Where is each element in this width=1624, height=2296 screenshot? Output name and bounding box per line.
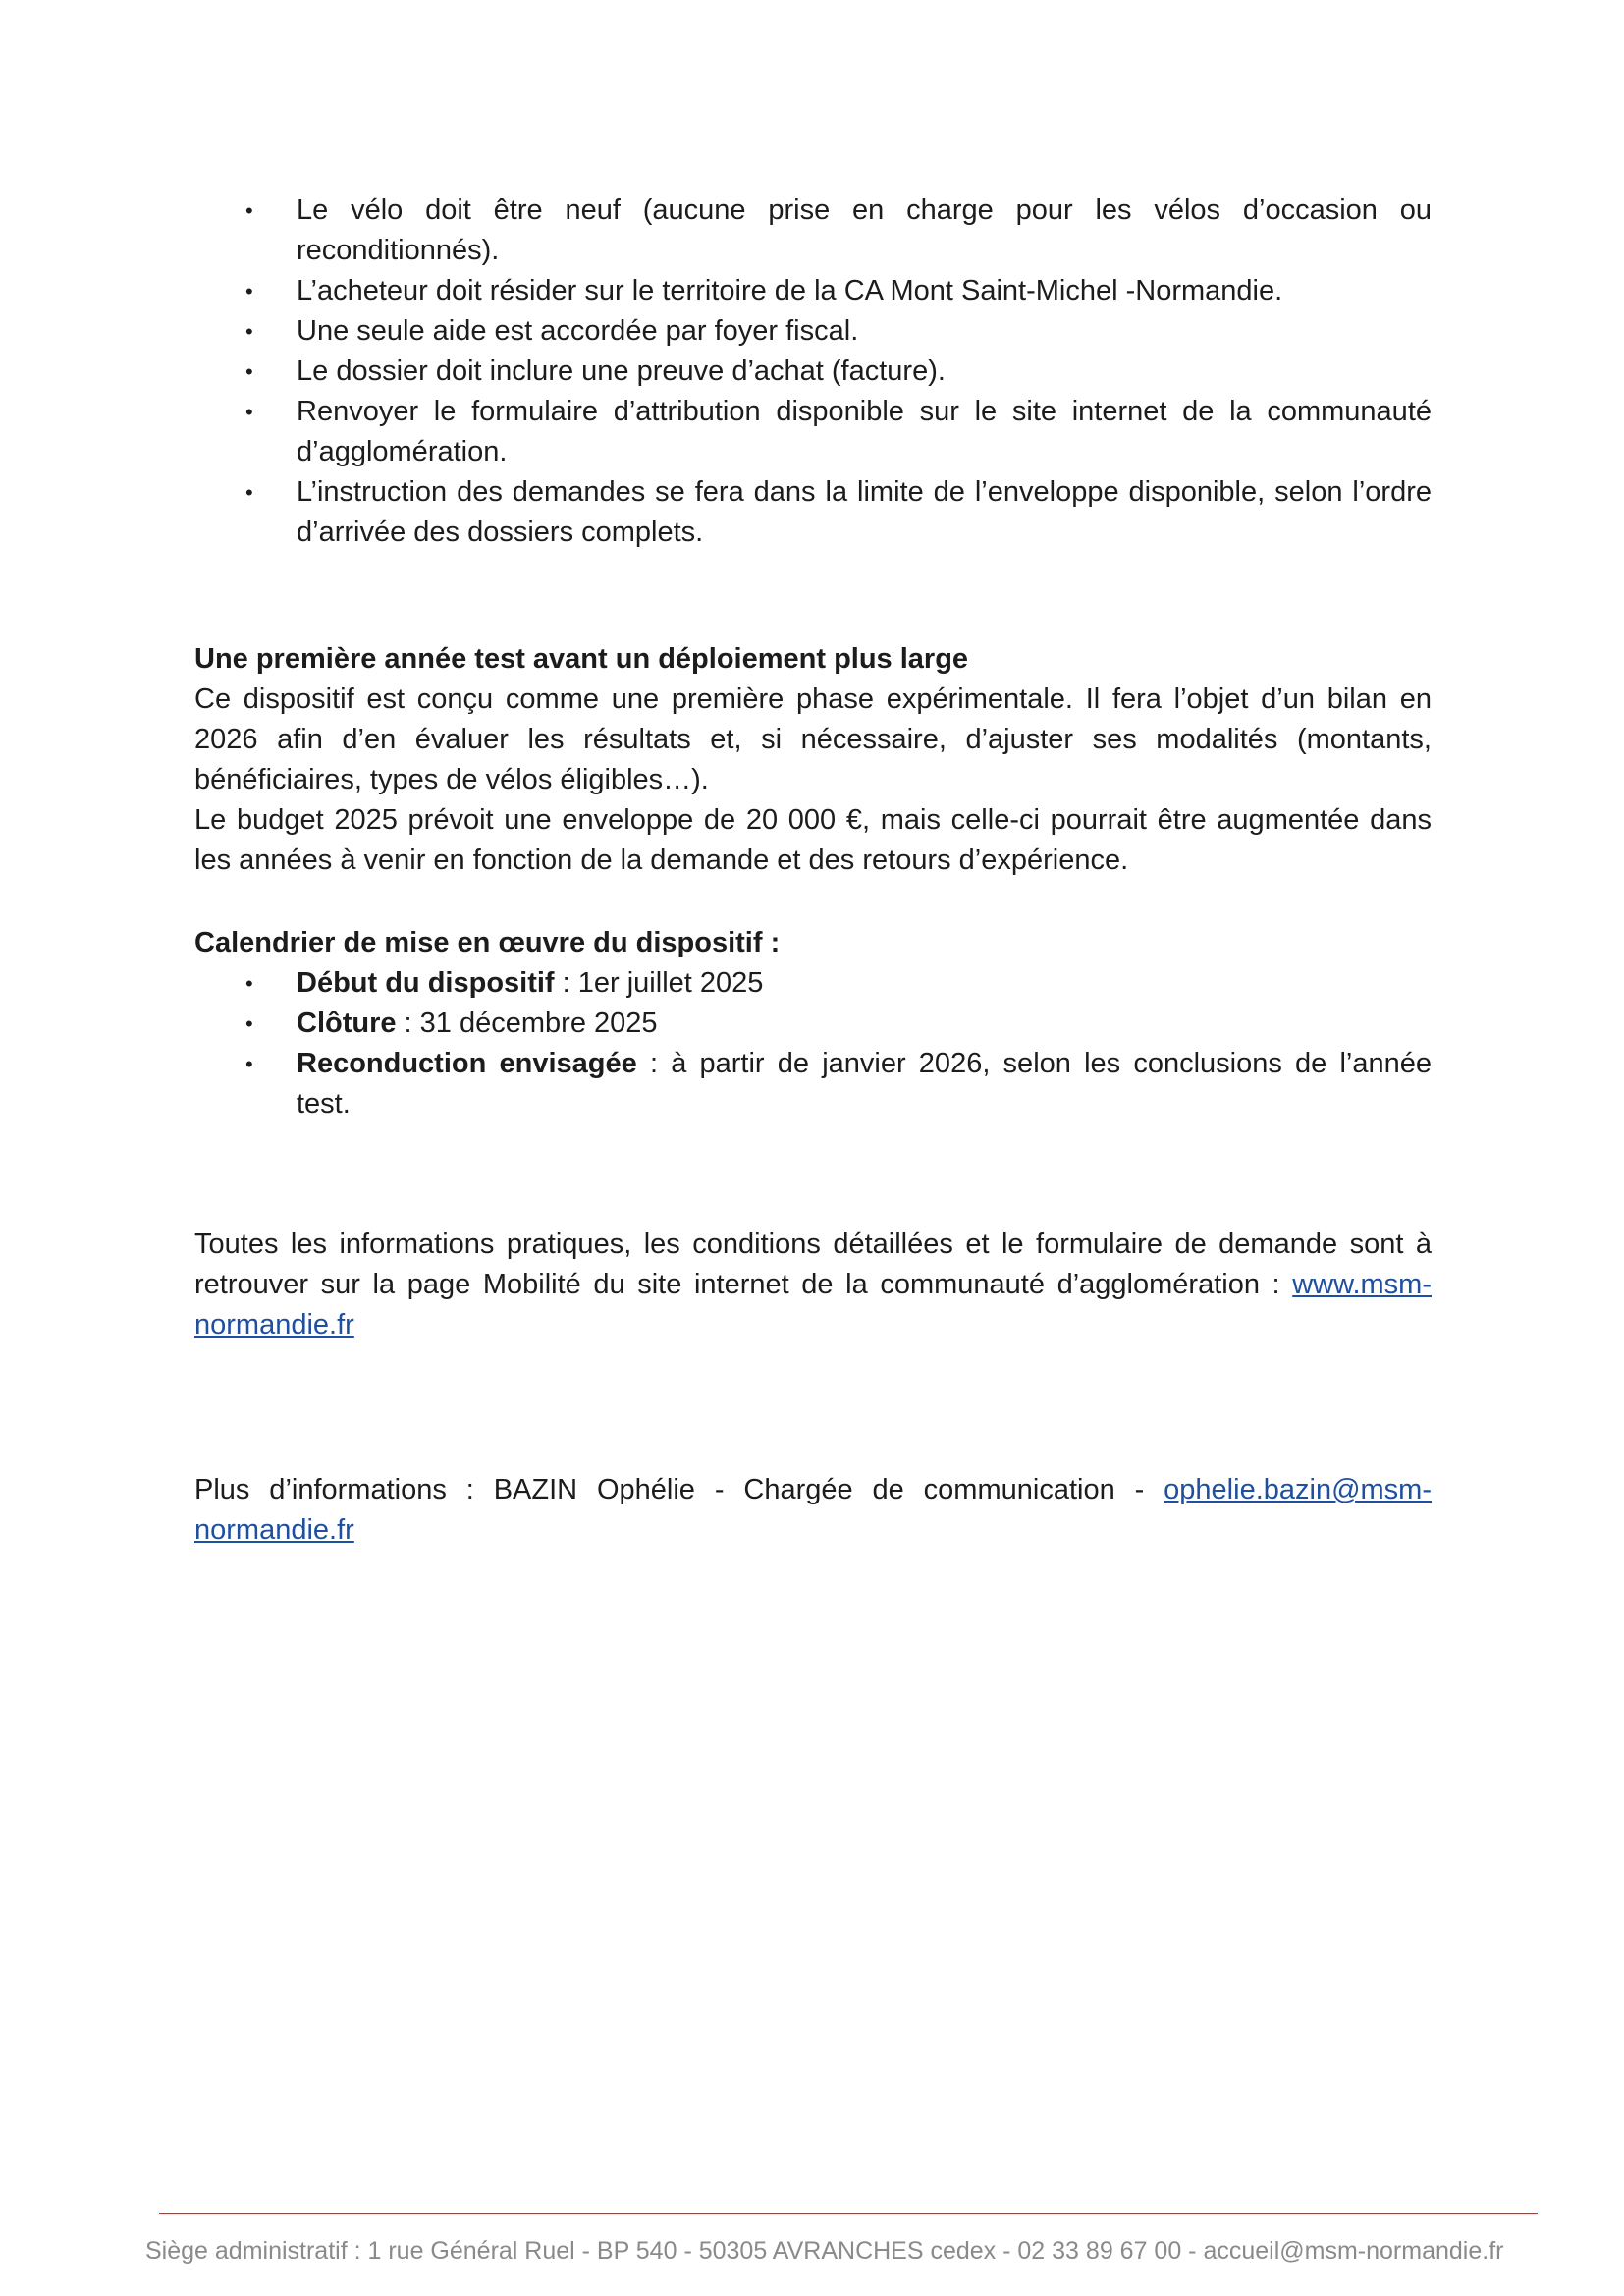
bullet-icon: •: [245, 1011, 253, 1036]
info-section: [194, 1225, 1432, 1345]
paragraph: Le budget 2025 prévoit une enveloppe de 20 000 €, mais celle-ci pourrait être augmentée dans les années à venir en fonction de la demande et des retours d’expérience.: [194, 804, 1432, 876]
list-item: [194, 963, 1432, 1004]
bullet-icon: •: [245, 319, 253, 344]
list-item: • Le vélo doit être neuf (aucune prise en charge pour les vélos d’occasion ou reconditionnés).: [194, 191, 1432, 271]
conditions-list: [194, 191, 1432, 553]
bullet-icon: •: [245, 480, 253, 505]
website-link[interactable]: www.msm-normandie.fr: [194, 1269, 1432, 1340]
calendar-list: [194, 963, 1432, 1124]
footer-divider: [159, 2213, 1538, 2214]
item-label: Clôture: [297, 1008, 397, 1039]
bullet-icon: •: [245, 400, 253, 424]
list-item: • Le dossier doit inclure une preuve d’achat (facture).: [194, 352, 1432, 392]
section-heading: Calendrier de mise en œuvre du dispositif :: [194, 927, 781, 958]
bullet-icon: •: [245, 198, 253, 223]
bullet-icon: •: [245, 1052, 253, 1076]
list-item: [194, 1004, 1432, 1044]
item-value: : 1er juillet 2025: [554, 967, 764, 999]
section-heading: Une première année test avant un déploiement plus large: [194, 643, 969, 675]
item-value: : à partir de janvier 2026, selon les conclusions de l’année test.: [297, 1048, 1432, 1120]
contact-section: [194, 1470, 1432, 1551]
footer-address: Siège administratif : 1 rue Général Ruel - BP 540 - 50305 AVRANCHES cedex - 02 33 89 67 00 - accueil@msm-normandie.fr: [145, 2237, 1504, 2265]
paragraph: Ce dispositif est conçu comme une première phase expérimentale. Il fera l’objet d’un bilan en 2026 afin d’en évaluer les résultats et, si nécessaire, d’ajuster ses modalités (montants, bénéficiaires, types de vélos éligibles…).: [194, 683, 1432, 795]
item-value: : 31 décembre 2025: [396, 1008, 658, 1039]
list-item: • Une seule aide est accordée par foyer fiscal.: [194, 311, 1432, 352]
paragraph: Toutes les informations pratiques, les conditions détaillées et le formulaire de demande sont à retrouver sur la page Mobilité du site internet de la communauté d’agglomération : www.msm-normandie.fr: [194, 1229, 1432, 1340]
list-item: [194, 1044, 1432, 1124]
calendar-section: [194, 923, 1432, 1124]
paragraph: Plus d’informations : BAZIN Ophélie - Chargée de communication - ophelie.bazin@msm-normandie.fr: [194, 1474, 1432, 1546]
item-label: Début du dispositif: [297, 967, 555, 999]
list-item: • Renvoyer le formulaire d’attribution disponible sur le site internet de la communauté d’agglomération.: [194, 392, 1432, 472]
document-body: [194, 191, 1432, 1551]
bullet-icon: •: [245, 359, 253, 384]
list-item: • L’acheteur doit résider sur le territoire de la CA Mont Saint-Michel -Normandie.: [194, 271, 1432, 311]
bullet-icon: •: [245, 971, 253, 996]
bullet-icon: •: [245, 279, 253, 303]
test-year-section: [194, 639, 1432, 881]
item-label: Reconduction envisagée: [297, 1048, 637, 1079]
list-item: • L’instruction des demandes se fera dans la limite de l’enveloppe disponible, selon l’ordre d’arrivée des dossiers complets.: [194, 472, 1432, 553]
email-link[interactable]: ophelie.bazin@msm-normandie.fr: [194, 1474, 1432, 1546]
